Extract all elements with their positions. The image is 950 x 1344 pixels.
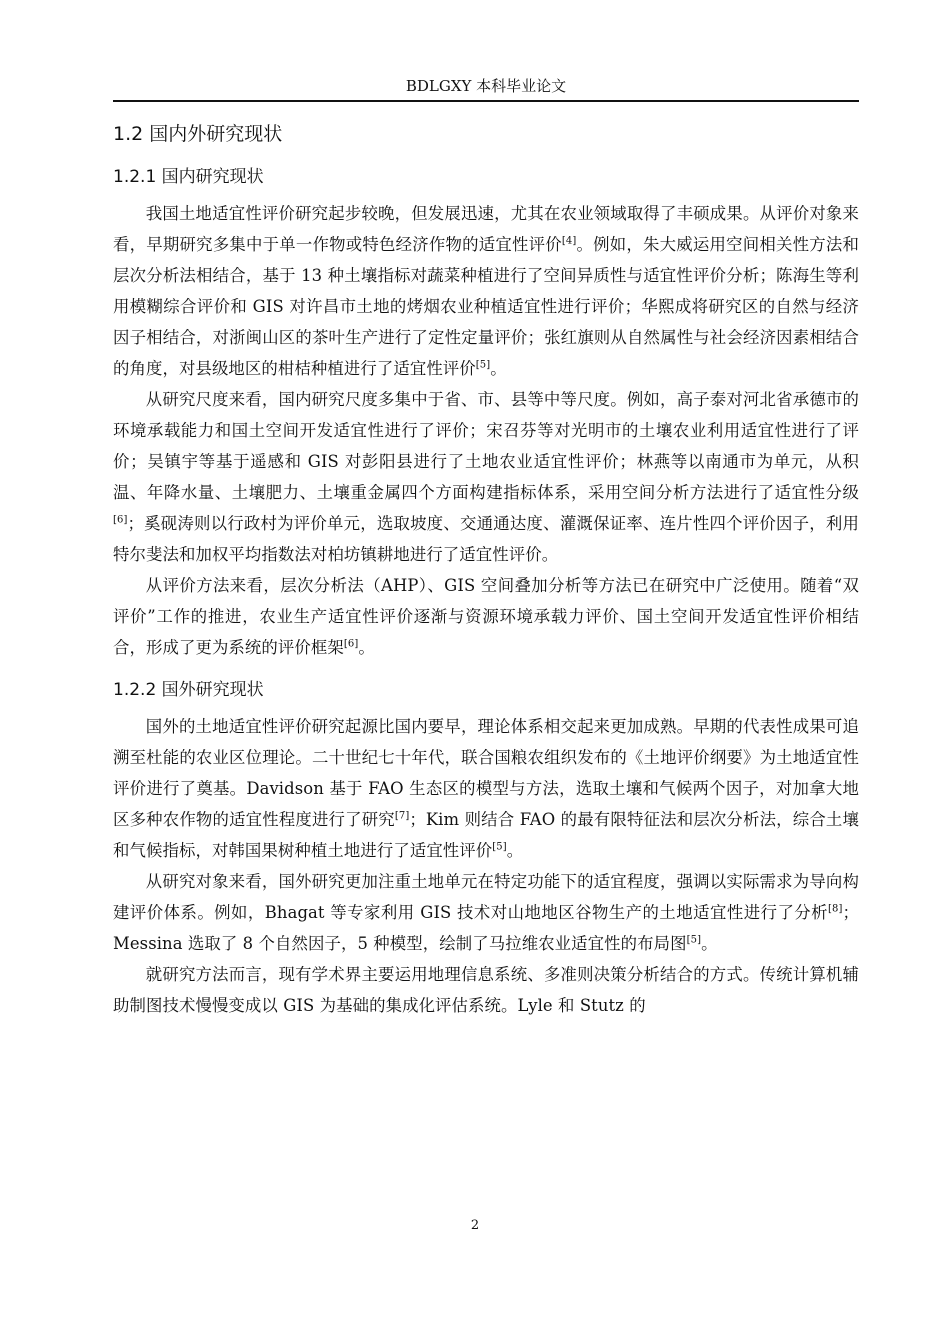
section-title: 1.2 国内外研究现状 xyxy=(113,123,283,145)
subsection-title: 1.2.1 国内研究现状 xyxy=(113,167,264,187)
paragraph xyxy=(113,866,859,959)
subsection-title: 1.2.2 国外研究现状 xyxy=(113,680,264,700)
citation-ref: [5] xyxy=(686,934,702,946)
citation-ref: [4] xyxy=(561,235,577,247)
citation-ref: [6] xyxy=(343,638,359,650)
citation-ref: [8] xyxy=(828,903,843,915)
paragraph-text: ；Messina 选取了 8 个自然因子，5 种模型，绘制了马拉维农业适宜性的布局图 xyxy=(113,903,859,953)
paragraph-text: 从研究尺度来看，国内研究尺度多集中于省、市、县等中等尺度。例如，高子泰对河北省承德市的环境承载能力和国土空间开发适宜性进行了评价；宋召芬等对光明市的土壤农业利用适宜性进行了评价；吴镇宇等基于遥感和 GIS 对彭阳县进行了土地农业适宜性评价；林燕等以南通市为单元，从积温、年降水量、土壤肥力、土壤重金属四个方面构建指标体系，采用空间分析方法进行了适宜性分级 xyxy=(113,390,859,502)
paragraph xyxy=(113,711,859,866)
paragraph-text: 。 xyxy=(358,638,375,657)
paragraph-text: 从评价方法来看，层次分析法（AHP）、GIS 空间叠加分析等方法已在研究中广泛使用。随着“双评价”工作的推进，农业生产适宜性评价逐渐与资源环境承载力评价、国土空间开发适宜性评价相结合，形成了更为系统的评价框架 xyxy=(113,576,859,657)
paragraph xyxy=(113,198,859,384)
paragraph-text: 。 xyxy=(506,841,524,860)
paragraph-text: 从研究对象来看，国外研究更加注重土地单元在特定功能下的适宜程度，强调以实际需求为导向构建评价体系。例如，Bhagat 等专家利用 GIS 技术对山地地区谷物生产的土地适宜性进行了分析 xyxy=(113,872,859,922)
paragraph-text: 。 xyxy=(490,359,507,378)
paragraph xyxy=(113,384,859,570)
paragraph-text: ；奚砚涛则以行政村为评价单元，选取坡度、交通通达度、灌溉保证率、连片性四个评价因子，利用特尔斐法和加权平均指数法对柏坊镇耕地进行了适宜性评价。 xyxy=(113,514,859,564)
body-content xyxy=(113,116,859,1021)
citation-ref: [6] xyxy=(113,514,128,526)
paragraph-text: ；Kim 则结合 FAO 的最有限特征法和层次分析法，综合土壤和气候指标，对韩国果树种植土地进行了适宜性评价 xyxy=(113,810,859,860)
paragraph-text: 。例如，朱大威运用空间相关性方法和层次分析法相结合，基于 13 种土壤指标对蔬菜种植进行了空间异质性与适宜性评价分析；陈海生等利用模糊综合评价和 GIS 对许昌市土地的烤烟农业种植适宜性进行评价；华熙成将研究区的自然与经济因子相结合，对浙闽山区的茶叶生产进行了定性定量评价；张红旗则从自然属性与社会经济因素相结合的角度，对县级地区的柑桔种植进行了适宜性评价 xyxy=(113,235,859,378)
paragraph xyxy=(113,959,859,1021)
paragraph xyxy=(113,570,859,663)
citation-ref: [7] xyxy=(394,810,410,822)
paragraph-text: 我国土地适宜性评价研究起步较晚，但发展迅速，尤其在农业领域取得了丰硕成果。从评价对象来看，早期研究多集中于单一作物或特色经济作物的适宜性评价 xyxy=(113,204,859,254)
paragraph-text: 国外的土地适宜性评价研究起源比国内要早，理论体系相交起来更加成熟。早期的代表性成果可追溯至杜能的农业区位理论。二十世纪七十年代，联合国粮农组织发布的《土地评价纲要》为土地适宜性评价进行了奠基。Davidson 基于 FAO 生态区的模型与方法，选取土壤和气候两个因子，对加拿大地区多种农作物的适宜性程度进行了研究 xyxy=(113,717,859,829)
citation-ref: [5] xyxy=(475,359,491,371)
paragraph-text: 就研究方法而言，现有学术界主要运用地理信息系统、多准则决策分析结合的方式。传统计算机辅助制图技术慢慢变成以 GIS 为基础的集成化评估系统。Lyle 和 Stutz 的 xyxy=(113,965,859,1015)
header-rule xyxy=(113,100,859,102)
running-header: BDLGXY 本科毕业论文 xyxy=(405,77,567,95)
paragraph-text: 。 xyxy=(701,934,718,953)
citation-ref: [5] xyxy=(492,841,507,853)
page-number: 2 xyxy=(470,1218,480,1233)
